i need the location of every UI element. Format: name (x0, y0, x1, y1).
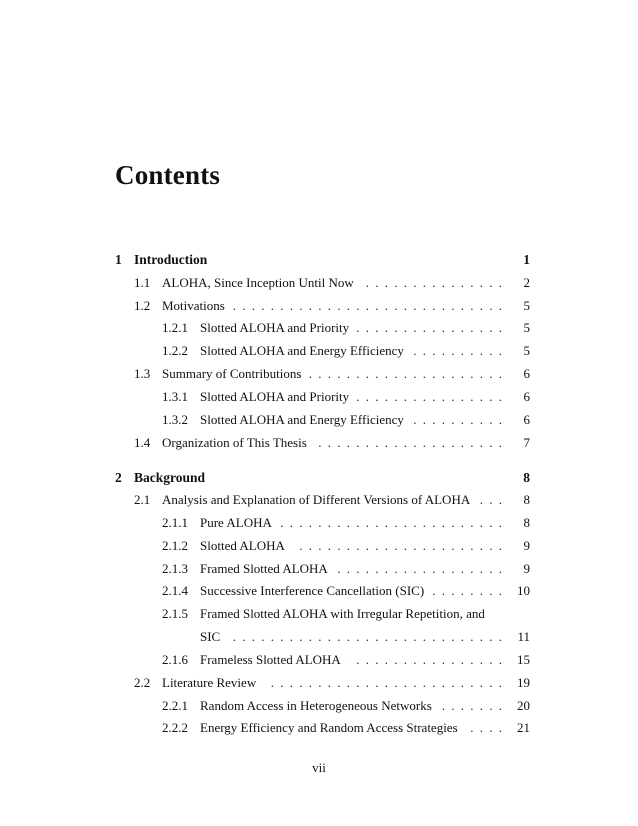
toc-entry-page: 19 (517, 675, 530, 690)
toc-entry-page: 8 (523, 470, 530, 485)
toc-entry[interactable] (0, 490, 638, 510)
toc-entry[interactable] (0, 273, 638, 293)
toc-entry-title: Random Access in Heterogeneous Networks (200, 698, 432, 713)
toc-entry-number: 2.1.6 (162, 652, 188, 667)
toc-entry-number: 2.1.1 (162, 515, 188, 530)
toc-entry[interactable] (0, 433, 638, 453)
toc-entry[interactable] (0, 296, 638, 316)
toc-entry-number: 2 (115, 470, 122, 485)
toc-entry[interactable] (0, 341, 638, 361)
toc-entry-page: 7 (523, 435, 530, 450)
toc-entry-title: Motivations (162, 298, 225, 313)
toc-entry-title: Slotted ALOHA and Priority (200, 320, 350, 335)
toc-entry[interactable] (0, 536, 638, 556)
toc-entry-title: ALOHA, Since Inception Until Now (162, 275, 354, 290)
toc-entry-page: 20 (517, 698, 530, 713)
toc-entry-page: 9 (523, 538, 530, 553)
toc-dot-leader (349, 650, 502, 670)
toc-entry-number: 1 (115, 252, 122, 267)
toc-dot-leader (336, 559, 502, 579)
toc-dot-leader (478, 490, 502, 510)
toc-dot-leader (264, 673, 502, 693)
toc-entry-page: 9 (523, 561, 530, 576)
toc-entry-page: 8 (523, 492, 530, 507)
toc-entry-title: Literature Review (162, 675, 257, 690)
toc-entry-number: 1.4 (134, 435, 151, 450)
toc-entry-number: 1.2.2 (162, 343, 188, 358)
toc-entry-number: 2.1.2 (162, 538, 188, 553)
toc-entry[interactable] (0, 718, 638, 738)
toc-entry-title-continuation: SIC (200, 629, 221, 644)
toc-entry-page: 21 (517, 720, 530, 735)
toc-dot-leader (412, 341, 502, 361)
toc-dot-leader (309, 364, 502, 384)
toc-entry-page: 10 (517, 583, 530, 598)
toc-entry-page: 8 (523, 515, 530, 530)
toc-entry-title: Slotted ALOHA and Energy Efficiency (200, 343, 404, 358)
toc-entry[interactable] (0, 604, 638, 624)
toc-entry[interactable] (0, 318, 638, 338)
toc-entry-title: Analysis and Explanation of Different Versions of ALOHA (162, 492, 471, 507)
toc-entry-title: Pure ALOHA (200, 515, 272, 530)
toc-entry-page: 5 (523, 298, 530, 313)
toc-dot-leader (233, 296, 502, 316)
toc-entry[interactable] (0, 513, 638, 533)
toc-dot-leader (440, 696, 502, 716)
toc-entry-title: Introduction (134, 252, 208, 267)
toc-entry[interactable] (0, 410, 638, 430)
toc-entry-page: 6 (523, 412, 530, 427)
toc-chapter-entry[interactable] (0, 468, 638, 488)
toc-dot-leader (357, 387, 502, 407)
toc-entry-title: Successive Interference Cancellation (SIC) (200, 583, 425, 598)
toc-entry-page: 6 (523, 366, 530, 381)
toc-dot-leader (293, 536, 502, 556)
toc-entry-number: 2.1.5 (162, 606, 188, 621)
page-title: Contents (115, 160, 221, 190)
toc-entry[interactable] (0, 696, 638, 716)
page-number: vii (312, 760, 326, 775)
toc-dot-leader (412, 410, 502, 430)
toc-entry-number: 2.2 (134, 675, 151, 690)
toc-entry[interactable] (0, 673, 638, 693)
toc-entry-title: Slotted ALOHA and Energy Efficiency (200, 412, 404, 427)
toc-dot-leader (357, 318, 502, 338)
toc-entry-number: 2.1.3 (162, 561, 188, 576)
toc-dot-leader (228, 627, 502, 647)
toc-entry-title: Frameless Slotted ALOHA (200, 652, 341, 667)
toc-entry-page: 5 (523, 320, 530, 335)
toc-entry-page: 11 (517, 629, 530, 644)
toc-dot-leader (315, 433, 502, 453)
toc-entry-title: Framed Slotted ALOHA with Irregular Repetition, and (200, 606, 485, 621)
toc-dot-leader (466, 718, 502, 738)
toc-dot-leader (280, 513, 502, 533)
toc-entry[interactable] (0, 650, 638, 670)
toc-entry-title: Slotted ALOHA and Priority (200, 389, 350, 404)
toc-entry-page: 15 (517, 652, 530, 667)
toc-entry-number: 2.2.2 (162, 720, 188, 735)
toc-entry-number: 1.2.1 (162, 320, 188, 335)
toc-entry-page: 2 (523, 275, 530, 290)
toc-entry-number: 1.3.2 (162, 412, 188, 427)
toc-entry-page: 1 (523, 252, 530, 267)
toc-entry[interactable] (0, 387, 638, 407)
toc-entry-title: Summary of Contributions (162, 366, 302, 381)
toc-entry-number: 2.2.1 (162, 698, 188, 713)
toc-entry[interactable] (0, 581, 638, 601)
toc-entry-number: 1.3 (134, 366, 151, 381)
toc-entry-number: 2.1.4 (162, 583, 188, 598)
toc-chapter-entry[interactable] (0, 250, 638, 270)
toc-entry-number: 2.1 (134, 492, 151, 507)
toc-entry-number: 1.1 (134, 275, 151, 290)
toc-entry-title: Background (134, 470, 206, 485)
toc-entry[interactable] (0, 364, 638, 384)
toc-entry-title: Slotted ALOHA (200, 538, 285, 553)
toc-dot-leader (432, 581, 502, 601)
toc-entry-number: 1.3.1 (162, 389, 188, 404)
toc-entry-continuation[interactable] (0, 627, 638, 647)
toc-entry-title: Organization of This Thesis (162, 435, 307, 450)
toc-entry-title: Energy Efficiency and Random Access Strategies (200, 720, 458, 735)
toc-entry-page: 6 (523, 389, 530, 404)
toc-entry-title: Framed Slotted ALOHA (200, 561, 328, 576)
toc-dot-leader (362, 273, 502, 293)
toc-entry-number: 1.2 (134, 298, 151, 313)
toc-entry-page: 5 (523, 343, 530, 358)
toc-entry[interactable] (0, 559, 638, 579)
